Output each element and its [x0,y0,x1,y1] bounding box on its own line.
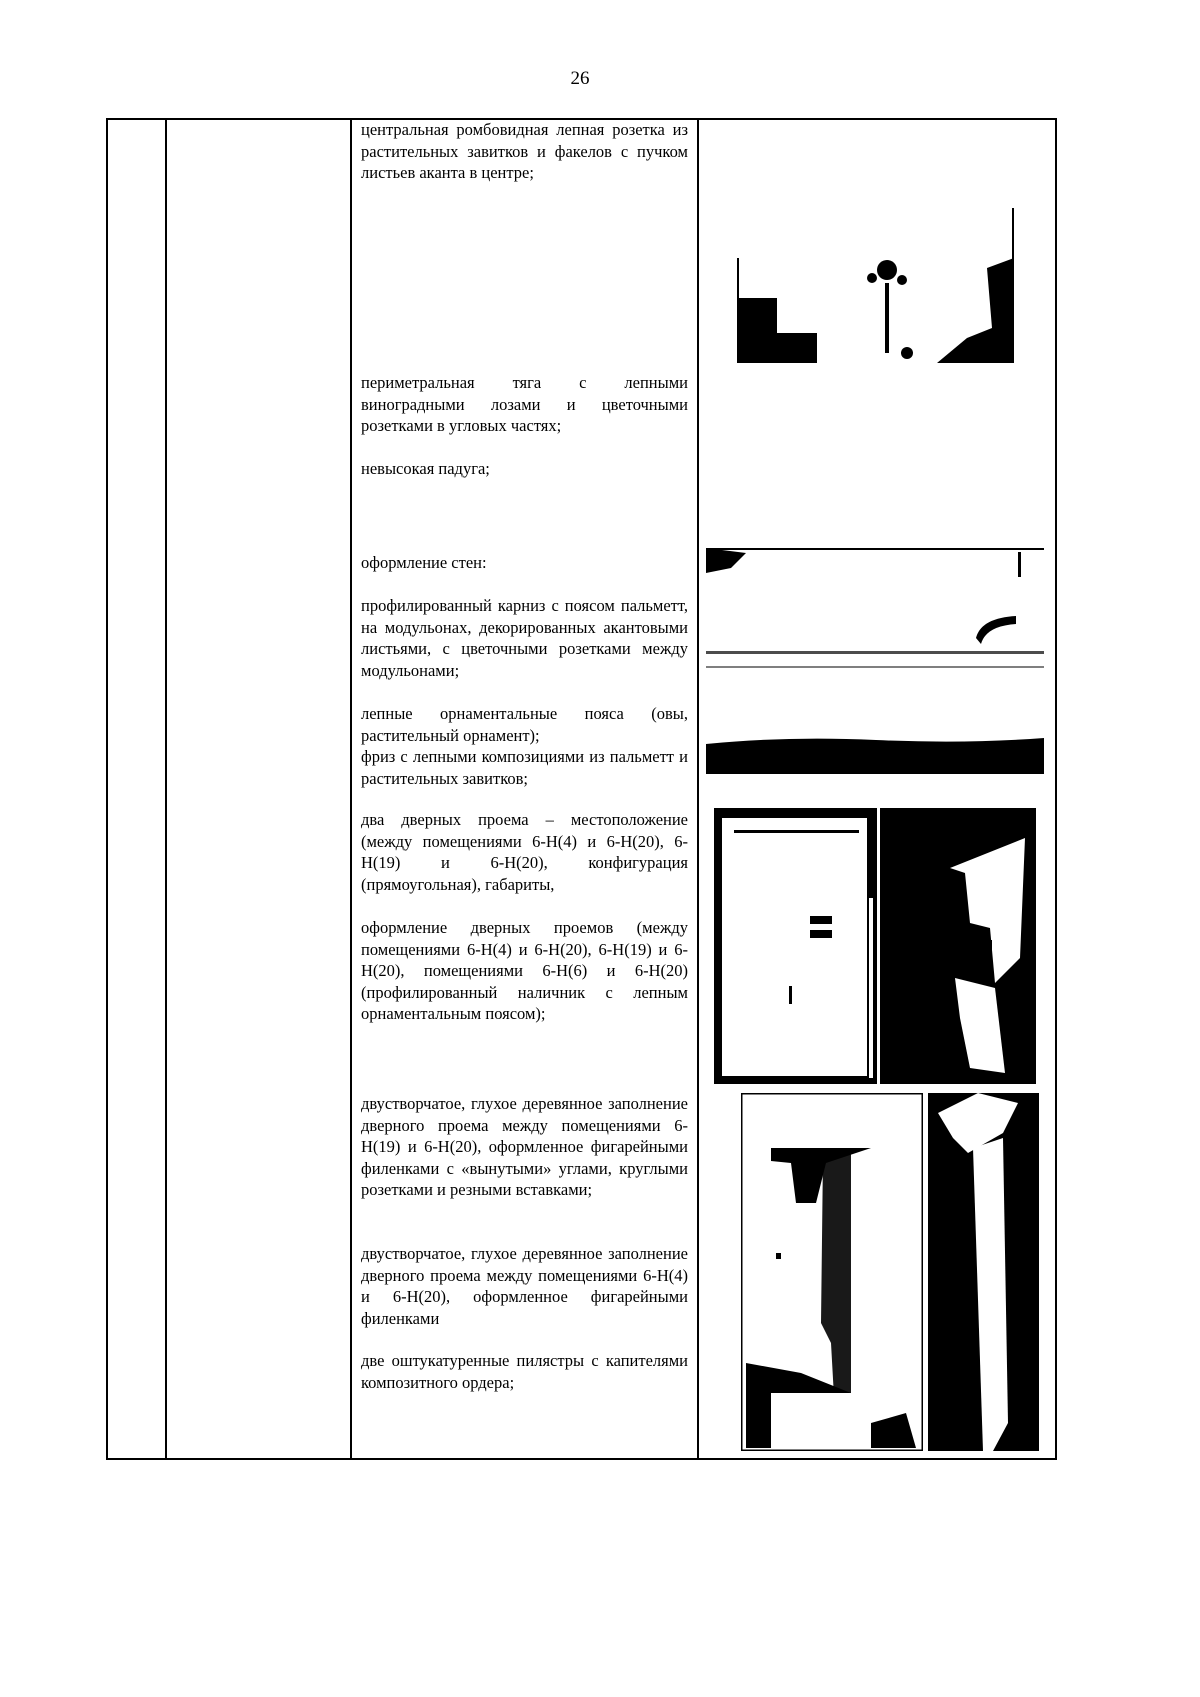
description-paragraph: оформление стен: [361,553,487,572]
doorway-detail-photo [880,808,1036,1084]
description-paragraph: двустворчатое, глухое деревянное заполнение дверного проема между помещениями 6-Н(4) и 6-Н(20), оформленное фигарейными филенками [361,1244,688,1328]
description-paragraph: двустворчатое, глухое деревянное заполнение дверного проема между помещениями 6-Н(19) и 6-Н(20), оформленное фигарейными филенками с «вынутыми» углами, круглыми розетками и резными вставками; [361,1094,688,1200]
description-paragraph: фриз с лепными композициями из пальметт и растительных завитков; [361,747,688,788]
description-paragraph: лепные орнаментальные пояса (овы, растительный орнамент); [361,704,688,745]
description-paragraph: периметральная тяга с лепными виноградными лозами и цветочными розетками в угловых частях; [361,373,688,436]
page-number: 26 [570,68,590,89]
table-border [106,118,108,1460]
column-divider [350,118,352,1460]
column-divider [697,118,699,1460]
description-paragraph: две оштукатуренные пилястры с капителями композитного ордера; [361,1351,688,1392]
table-bottom-border [107,1458,1056,1460]
description-paragraph: два дверных проема – местоположение (между помещениями 6-Н(4) и 6-Н(20), 6-Н(19) и 6-Н(20), конфигурация (прямоугольная), габариты, [361,810,688,894]
wall-cornice-photo [706,548,1044,774]
description-paragraph: центральная ромбовидная лепная розетка из растительных завитков и факелов с пучком листьев аканта в центре; [361,120,688,183]
double-door-photo [741,1093,923,1451]
description-paragraph: невысокая падуга; [361,459,490,478]
column-divider [165,118,167,1460]
description-paragraph: оформление дверных проемов (между помещениями 6-Н(4) и 6-Н(20), 6-Н(19) и 6-Н(20), помещениями 6-Н(6) и 6-Н(20) (профилированный наличник с лепным орнаментальным поясом); [361,918,688,1024]
pilaster-photo [928,1093,1039,1451]
description-paragraph: профилированный карниз с поясом пальметт, на модульонах, декорированных акантовыми листьями, с цветочными розетками между модульонами; [361,596,688,680]
doorway-photo [714,808,877,1084]
table-border [1055,118,1057,1460]
ceiling-rosette-photo [737,208,1014,363]
